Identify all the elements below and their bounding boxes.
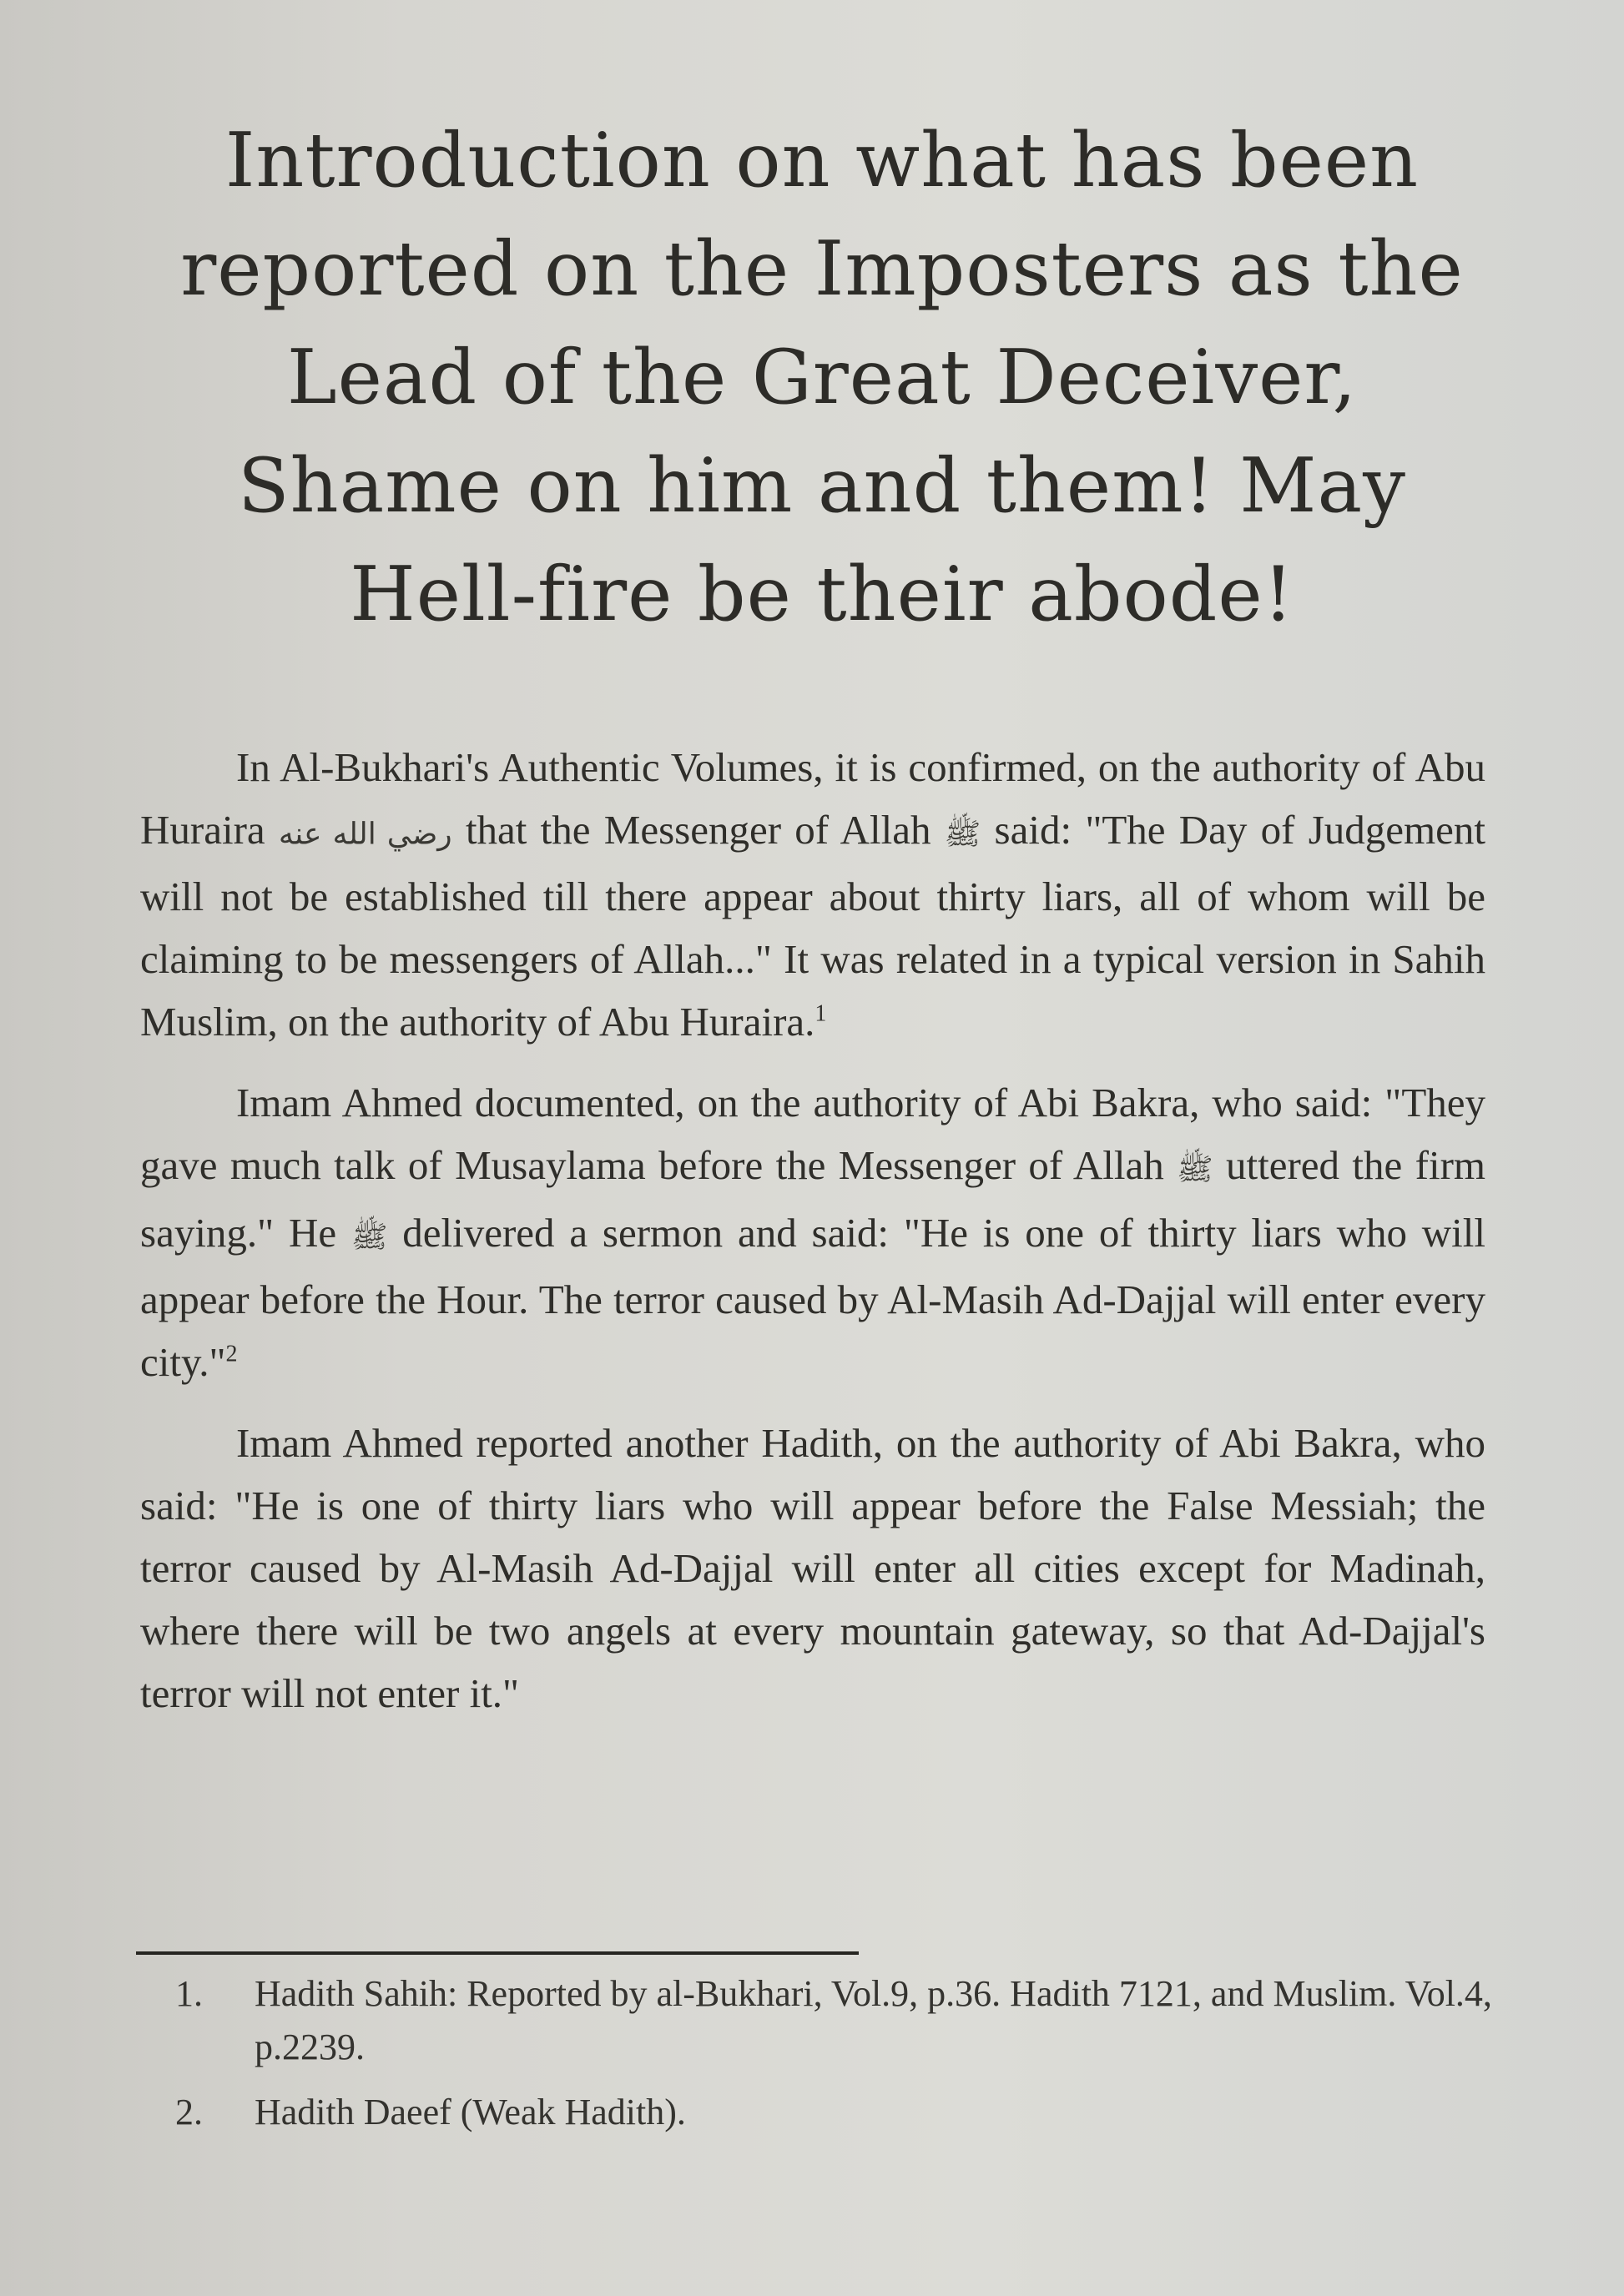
footnote-item (175, 2086, 1494, 2139)
paragraph-1 (140, 736, 1485, 1053)
footnotes (175, 1967, 1494, 2151)
paragraph-3 (140, 1412, 1485, 1725)
chapter-title (134, 107, 1511, 649)
paragraph-text: uttered the firm saying." He (140, 1142, 1486, 1256)
honorific-glyph-icon: ﷺ (351, 1219, 388, 1253)
body-text (140, 736, 1485, 1725)
paragraph-text: Imam Ahmed documented, on the authority of Abi Bakra, who said: "They gave much talk of Musaylama before the Messenger of Allah (140, 1080, 1485, 1189)
title-line: Hell-fire be their abode! (350, 551, 1294, 638)
paragraph-text: that the Messenger of Allah (465, 807, 931, 853)
footnote-ref[interactable]: 2 (225, 1341, 238, 1367)
footnote-number: 2. (175, 2092, 203, 2132)
footnote-ref[interactable]: 1 (815, 1000, 827, 1027)
footnote-text: Hadith Daeef (Weak Hadith). (255, 2092, 686, 2132)
paragraph-text: Imam Ahmed reported another Hadith, on the authority of Abi Bakra, who said: "He is one of thirty liars who will appear before the False Messiah; the terror caused by Al-Masih Ad-Dajjal will enter all cities except for Madinah, where there will be two angels at every mountain gateway, so that Ad-Dajjal's terror will not enter it." (140, 1419, 1485, 1716)
honorific-glyph-icon: ﷺ (944, 817, 981, 851)
footnote-divider (136, 1951, 859, 1955)
footnote-number: 1. (175, 1973, 203, 2014)
paragraph-text: In Al-Bukhari's Authentic Volumes, it is confirmed, on the authority of Abu Huraira (140, 744, 1485, 853)
title-line: Shame on him and them! May (238, 442, 1406, 530)
title-line: reported on the Imposters as the (180, 225, 1464, 313)
paragraph-text: said: "The Day of Judgement will not be established till there appear about thirty liars, all of whom will be claiming to be messengers of Allah..." It was related in a typical version in Sahih Muslim, on the authority of Abu Huraira. (140, 807, 1485, 1045)
paragraph-2 (140, 1071, 1485, 1393)
honorific-glyph-icon: ﷺ (1177, 1152, 1213, 1186)
honorific-glyph-icon: رضي الله عنه (278, 817, 452, 851)
footnote-text: Hadith Sahih: Reported by al-Bukhari, Vol.9, p.36. Hadith 7121, and Muslim. Vol.4, p.2239. (255, 1973, 1492, 2067)
title-line: Lead of the Great Deceiver, (286, 334, 1358, 421)
paragraph-text: delivered a sermon and said: "He is one of thirty liars who will appear before the Hour. The terror caused by Al-Masih Ad-Dajjal will enter every city." (140, 1209, 1486, 1385)
footnote-item (175, 1967, 1494, 2074)
title-line: Introduction on what has been (224, 117, 1420, 204)
